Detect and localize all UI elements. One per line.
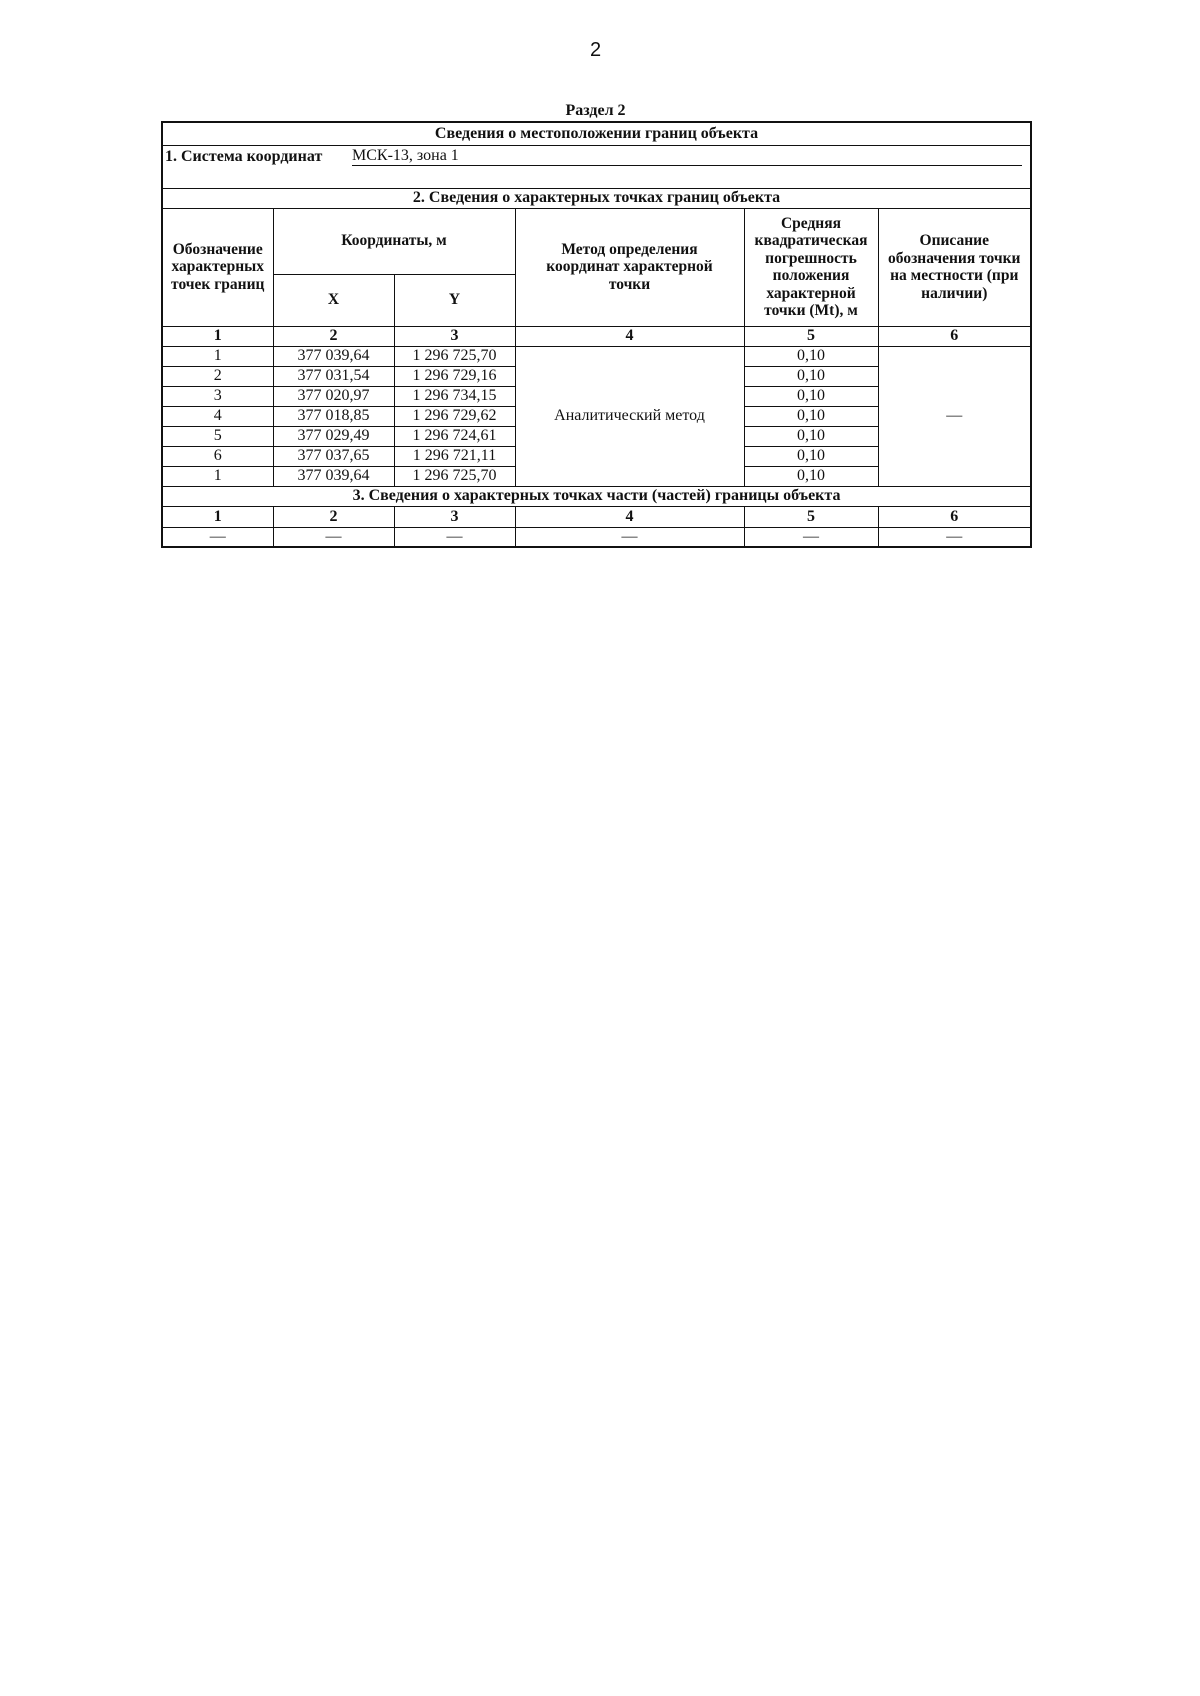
- section-heading: Раздел 2: [565, 102, 626, 119]
- section2-title-row: [162, 188, 1031, 208]
- point-cell: 5: [162, 426, 273, 446]
- boundary-table: [161, 121, 1032, 548]
- accuracy-cell: 0,10: [744, 366, 878, 386]
- header-point: Обозначение характерных точек границ: [162, 208, 273, 326]
- x-cell: 377 039,64: [273, 346, 394, 366]
- y-cell: 1 296 729,16: [394, 366, 515, 386]
- column-number: 4: [515, 506, 744, 527]
- table-row: [162, 527, 1031, 547]
- point-cell: 4: [162, 406, 273, 426]
- empty-value-cell: —: [273, 527, 394, 547]
- section3-column-numbers-row: [162, 506, 1031, 527]
- section2-column-numbers-row: [162, 326, 1031, 346]
- point-cell: 3: [162, 386, 273, 406]
- coord-system-row: [162, 145, 1031, 188]
- section3-title-row: [162, 486, 1031, 506]
- column-number: 5: [744, 506, 878, 527]
- point-cell: 1: [162, 346, 273, 366]
- column-number: 1: [162, 506, 273, 527]
- x-cell: 377 031,54: [273, 366, 394, 386]
- coord-system-label: 1. Система координат: [165, 147, 323, 165]
- section3-title: 3. Сведения о характерных точках части (частей) границы объекта: [162, 486, 1031, 506]
- x-cell: 377 029,49: [273, 426, 394, 446]
- accuracy-cell: 0,10: [744, 406, 878, 426]
- header-description: Описание обозначения точки на местности (при наличии): [878, 208, 1031, 326]
- column-number: 2: [273, 506, 394, 527]
- section2-title: 2. Сведения о характерных точках границ объекта: [162, 188, 1031, 208]
- header-coords: Координаты, м: [273, 208, 515, 274]
- header-accuracy: Средняя квадратическая погрешность положения характерной точки (Mt), м: [744, 208, 878, 326]
- accuracy-cell: 0,10: [744, 346, 878, 366]
- column-number: 3: [394, 326, 515, 346]
- x-cell: 377 018,85: [273, 406, 394, 426]
- empty-value-cell: —: [394, 527, 515, 547]
- y-cell: 1 296 734,15: [394, 386, 515, 406]
- empty-value-cell: —: [515, 527, 744, 547]
- accuracy-cell: 0,10: [744, 466, 878, 486]
- coord-system-container: [163, 146, 1030, 187]
- empty-value-cell: —: [744, 527, 878, 547]
- page-number: 2: [589, 39, 602, 61]
- column-number: 2: [273, 326, 394, 346]
- section2-header-row: [162, 208, 1031, 274]
- x-cell: 377 020,97: [273, 386, 394, 406]
- table-row: [162, 346, 1031, 366]
- header-y: Y: [394, 274, 515, 326]
- header-method: Метод определения координат характерной точки: [515, 208, 744, 326]
- table-title-row: [162, 122, 1031, 145]
- coord-system-value: МСК-13, зона 1: [352, 147, 1022, 166]
- y-cell: 1 296 725,70: [394, 466, 515, 486]
- description-cell: —: [878, 346, 1031, 486]
- y-cell: 1 296 721,11: [394, 446, 515, 466]
- x-cell: 377 037,65: [273, 446, 394, 466]
- accuracy-cell: 0,10: [744, 426, 878, 446]
- header-x: X: [273, 274, 394, 326]
- accuracy-cell: 0,10: [744, 446, 878, 466]
- point-cell: 1: [162, 466, 273, 486]
- empty-value-cell: —: [878, 527, 1031, 547]
- accuracy-cell: 0,10: [744, 386, 878, 406]
- coord-system-cell: [162, 145, 1031, 188]
- table-title: Сведения о местоположении границ объекта: [162, 122, 1031, 145]
- y-cell: 1 296 729,62: [394, 406, 515, 426]
- empty-value-cell: —: [162, 527, 273, 547]
- column-number: 5: [744, 326, 878, 346]
- column-number: 3: [394, 506, 515, 527]
- point-cell: 2: [162, 366, 273, 386]
- point-cell: 6: [162, 446, 273, 466]
- y-cell: 1 296 724,61: [394, 426, 515, 446]
- column-number: 6: [878, 326, 1031, 346]
- column-number: 6: [878, 506, 1031, 527]
- x-cell: 377 039,64: [273, 466, 394, 486]
- column-number: 1: [162, 326, 273, 346]
- method-cell: Аналитический метод: [515, 346, 744, 486]
- column-number: 4: [515, 326, 744, 346]
- y-cell: 1 296 725,70: [394, 346, 515, 366]
